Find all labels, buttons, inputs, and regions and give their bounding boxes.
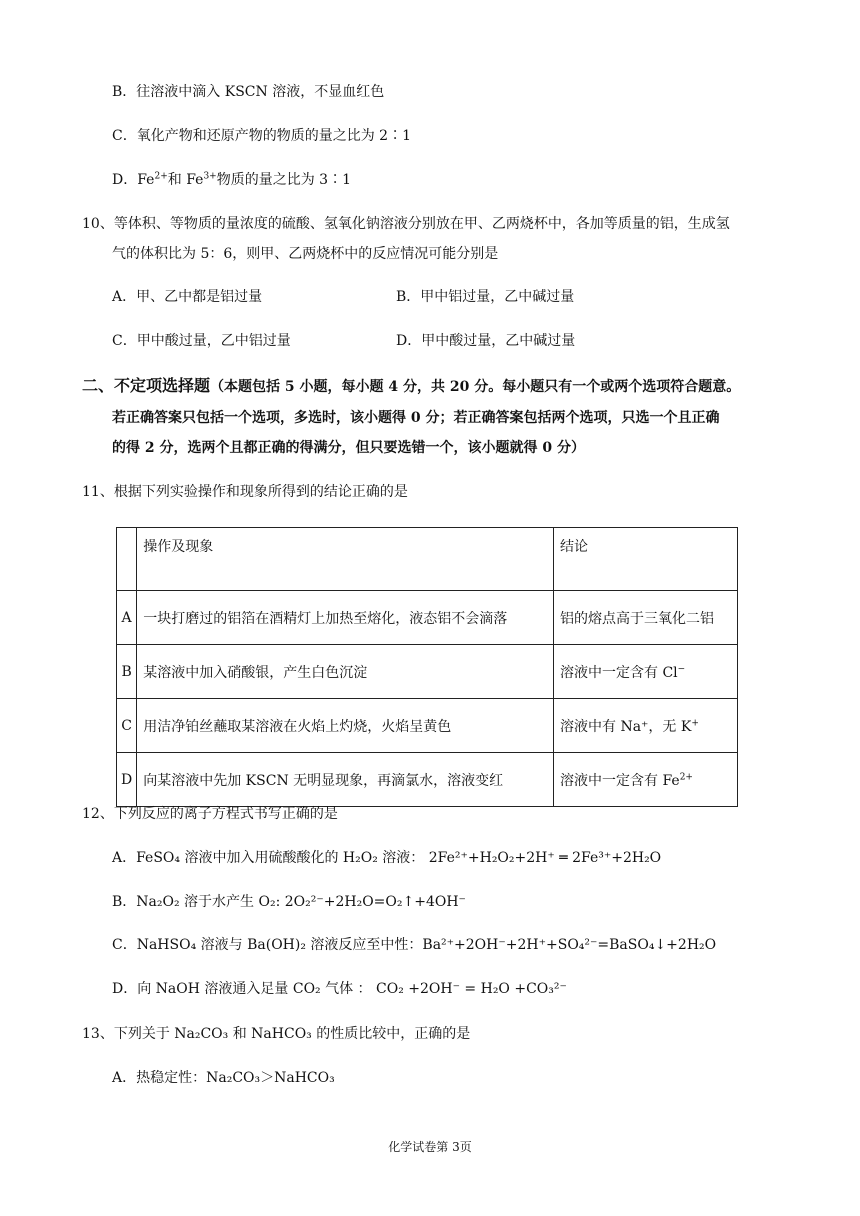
- row-op: 用洁净铂丝蘸取某溶液在火焰上灼烧，火焰呈黄色: [137, 699, 554, 753]
- row-conclusion: 铝的熔点高于三氧化二铝: [554, 591, 738, 645]
- table-header-blank: [117, 528, 137, 591]
- row-op: 某溶液中加入硝酸银，产生白色沉淀: [137, 645, 554, 699]
- section2-heading-line: [82, 376, 740, 397]
- table-row: [117, 645, 738, 699]
- table-header-row: [117, 528, 738, 591]
- section2-note2: 若正确答案只包括一个选项，多选时，该小题得 0 分；若正确答案包括两个选项，只选一个且正确: [112, 410, 720, 426]
- row-op: 一块打磨过的铝箔在酒精灯上加热至熔化，液态铝不会滴落: [137, 591, 554, 645]
- q10-option-a: A．甲、乙中都是铝过量: [112, 289, 263, 305]
- q10-option-b: B．甲中铝过量，乙中碱过量: [396, 289, 575, 305]
- q13-option-a: A．热稳定性：Na₂CO₃＞NaHCO₃: [112, 1070, 335, 1086]
- q12-option-a: A．FeSO₄ 溶液中加入用硫酸酸化的 H₂O₂ 溶液： 2Fe²⁺+H₂O₂+2H⁺ ═ 2Fe³⁺+2H₂O: [112, 850, 662, 866]
- row-label: C: [117, 699, 137, 753]
- table-header-op: 操作及现象: [137, 528, 554, 591]
- q9-option-c: C．氧化产物和还原产物的物质的量之比为 2∶1: [112, 128, 411, 144]
- q10-stem-line1: 10、等体积、等物质的量浓度的硫酸、氢氧化钠溶液分别放在甲、乙两烧杯中，各加等质量的铝，生成氢: [82, 216, 730, 232]
- table-row: [117, 591, 738, 645]
- q12-stem: 12、下列反应的离子方程式书写正确的是: [82, 806, 338, 822]
- q11-table: [116, 527, 738, 807]
- q11-stem: 11、根据下列实验操作和现象所得到的结论正确的是: [82, 484, 408, 500]
- page-footer: 化学试卷第 3页: [388, 1140, 472, 1154]
- table-row: [117, 753, 738, 807]
- q10-option-d: D．甲中酸过量，乙中碱过量: [396, 333, 576, 349]
- table-header-conclusion: 结论: [554, 528, 738, 591]
- row-op: 向某溶液中先加 KSCN 无明显现象，再滴氯水，溶液变红: [137, 753, 554, 807]
- q10-stem-line2: 气的体积比为 5：6，则甲、乙两烧杯中的反应情况可能分别是: [112, 246, 499, 262]
- row-label: A: [117, 591, 137, 645]
- section2-note1: （本题包括 5 小题，每小题 4 分，共 20 分。每小题只有一个或两个选项符合题意。: [210, 379, 741, 395]
- q12-option-d: D．向 NaOH 溶液通入足量 CO₂ 气体 ： CO₂ +2OH⁻ = H₂O +CO₃²⁻: [112, 981, 567, 997]
- q12-option-c: C．NaHSO₄ 溶液与 Ba(OH)₂ 溶液反应至中性：Ba²⁺+2OH⁻+2H⁺+SO₄²⁻=BaSO₄↓+2H₂O: [112, 937, 717, 953]
- row-label: B: [117, 645, 137, 699]
- row-label: D: [117, 753, 137, 807]
- section2-heading: 二、不定项选择题: [82, 376, 211, 395]
- q10-option-c: C．甲中酸过量，乙中铝过量: [112, 333, 291, 349]
- q9-option-d: D．$Fe^{2+}$和 $Fe^{3+}$物质的量之比为 3∶1: [112, 171, 351, 188]
- q13-stem: 13、下列关于 Na₂CO₃ 和 NaHCO₃ 的性质比较中，正确的是: [82, 1026, 471, 1042]
- table-row: [117, 699, 738, 753]
- row-conclusion: 溶液中有 Na⁺，无 K+: [554, 699, 738, 753]
- row-conclusion: 溶液中一定含有 $Fe^{2+}$: [554, 753, 738, 807]
- q9-option-b: B．往溶液中滴入 KSCN 溶液，不显血红色: [112, 84, 385, 100]
- q12-option-b: B．Na₂O₂ 溶于水产生 O₂: 2O₂²⁻+2H₂O=O₂↑+4OH⁻: [112, 894, 466, 910]
- row-conclusion: 溶液中一定含有 Cl−: [554, 645, 738, 699]
- section2-note3: 的得 2 分，选两个且都正确的得满分，但只要选错一个，该小题就得 0 分）: [112, 440, 585, 456]
